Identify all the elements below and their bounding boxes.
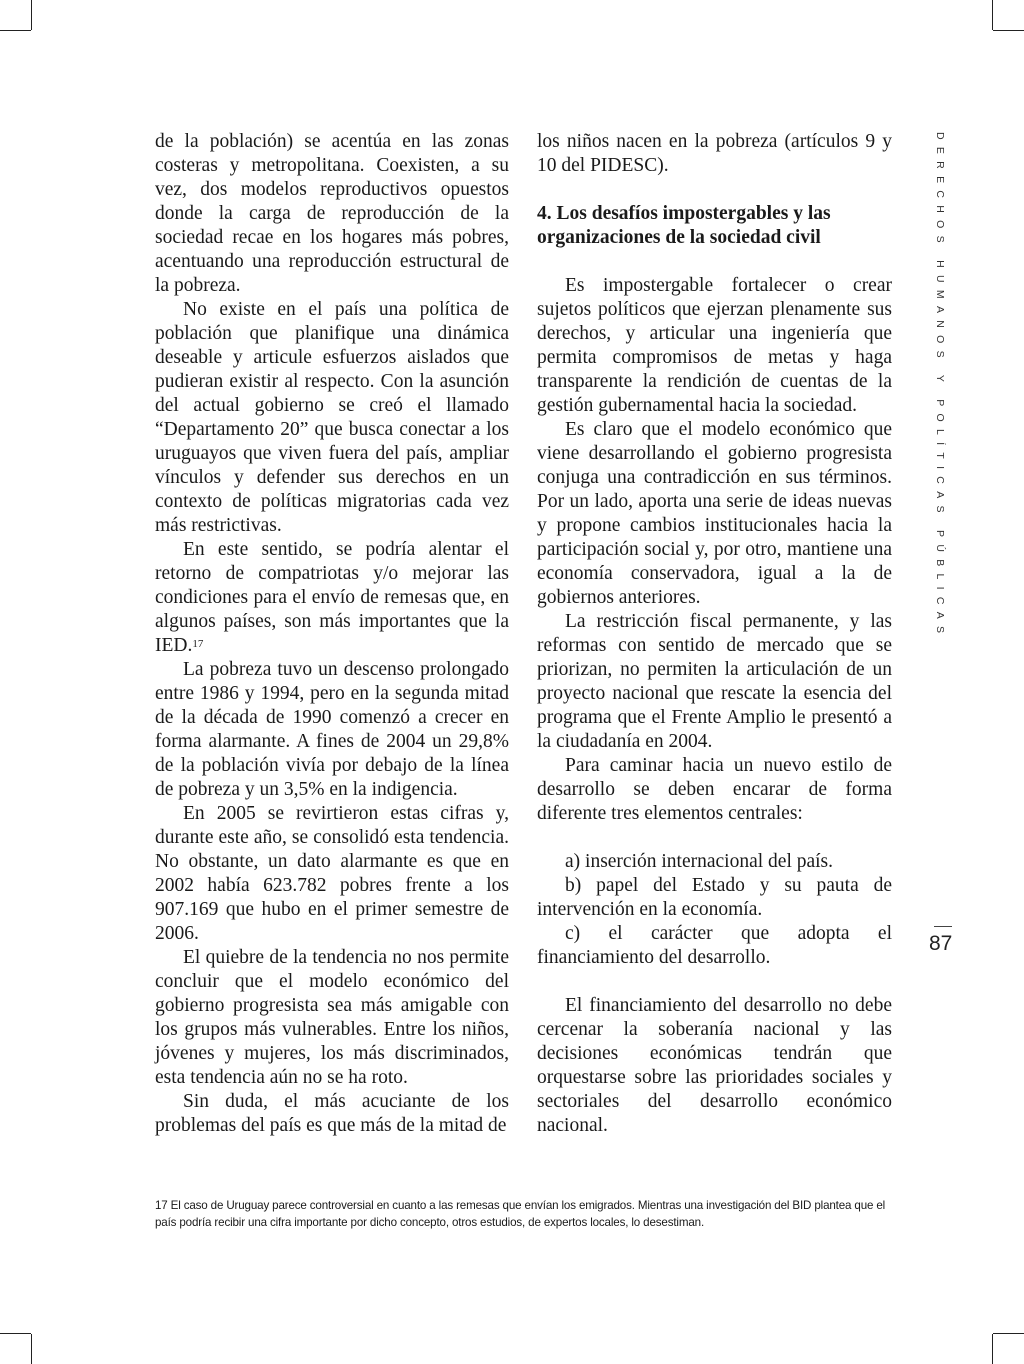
right-paragraph-1: los niños nacen en la pobreza (artículos 9 y 10 del PIDESC). (537, 131, 892, 176)
crop-mark-top-right-h (993, 30, 1024, 31)
crop-mark-top-right-v (992, 0, 993, 30)
left-paragraph-7: Sin duda, el más acuciante de los problemas del país es que más de la mitad de (155, 1091, 509, 1136)
left-paragraph-4: La pobreza tuvo un descenso prolongado entre 1986 y 1994, pero en la segunda mitad de la década de 1990 comenzó a crecer en forma alarmante. A fines de 2004 un 29,8% de la población vivía por debajo de la línea de pobreza y un 3,5% en la indigencia. (155, 659, 509, 800)
right-paragraph-2: Es impostergable fortalecer o crear sujetos políticos que ejerzan plenamente sus derechos, y articular una ingeniería que permita compromisos de metas y haga transparente la rendición de cuentas de la gestión gubernamental hacia la sociedad. (537, 275, 892, 416)
footnote-reference: 17 (192, 638, 204, 650)
crop-mark-bottom-left-v (31, 1334, 32, 1364)
right-paragraph-5: Para caminar hacia un nuevo estilo de desarrollo se deben encarar de forma diferente tres elementos centrales: (537, 755, 892, 824)
right-paragraph-3: Es claro que el modelo económico que viene desarrollando el gobierno progresista conjuga una contradicción en sus términos. Por un lado, aporta una serie de ideas nuevas y propone cambios institucionales hacia la participación social y, por otro, mantiene una economía conservadora, igual a la de gobiernos anteriores. (537, 419, 892, 608)
list-item-c: c) el carácter que adopta el financiamiento del desarrollo. (537, 923, 892, 968)
section-heading: 4. Los desafíos impostergables y las organizaciones de la sociedad civil (537, 203, 831, 248)
list-item-b: b) papel del Estado y su pauta de intervención en la economía. (537, 875, 892, 920)
crop-mark-bottom-left-h (0, 1333, 31, 1334)
crop-mark-bottom-right-h (993, 1333, 1024, 1334)
list-item-a: a) inserción internacional del país. (565, 851, 834, 872)
footnote-number: 17 (155, 1199, 168, 1212)
footnote (155, 1198, 905, 1231)
footnote-text: El caso de Uruguay parece controversial en cuanto a las remesas que envían los emigrados. Mientras una investigación del BID plantea que el país podría recibir una cifra importante por dicho concepto, otros estudios, de expertos locales, lo desestiman. (155, 1199, 886, 1229)
left-paragraph-1: de la población) se acentúa en las zonas costeras y metropolitana. Coexisten, a su vez, dos modelos reproductivos opuestos donde la carga de reproducción de la sociedad recae en los hogares más pobres, acentuando una reproducción estructural de la pobreza. (155, 131, 509, 296)
page-number: 87 (929, 932, 953, 955)
right-paragraph-6: El financiamiento del desarrollo no debe cercenar la soberanía nacional y las decisiones económicas tendrán que orquestarse sobre las prioridades sociales y sectoriales del desarrollo económico nacional. (537, 995, 892, 1136)
crop-mark-bottom-right-v (992, 1334, 993, 1364)
left-paragraph-6: El quiebre de la tendencia no nos permite concluir que el modelo económico del gobierno progresista sea más amigable con los grupos más vulnerables. Entre los niños, jóvenes y mujeres, los más discriminados, esta tendencia aún no se ha roto. (155, 947, 509, 1088)
right-column (537, 130, 892, 1138)
running-head: DERECHOS HUMANOS Y POLÍTICAS PÚBLICAS (934, 132, 946, 641)
crop-mark-top-left-h (0, 30, 31, 31)
left-paragraph-3-text: En este sentido, se podría alentar el retorno de compatriotas y/o mejorar las condiciones para el envío de remesas que, en algunos países, son más importantes que la IED. (155, 539, 509, 656)
left-paragraph-2: No existe en el país una política de población que planifique una dinámica deseable y articule esfuerzos aislados que pudieran existir al respecto. Con la asunción del actual gobierno se creó el llamado “Departamento 20” que busca conectar a los uruguayos que viven fuera del país, ampliar vínculos y defender sus derechos en un contexto de políticas migratorias cada vez más restrictivas. (155, 299, 509, 536)
page-number-rule (934, 926, 952, 927)
crop-mark-top-left-v (31, 0, 32, 30)
left-paragraph-5: En 2005 se revirtieron estas cifras y, durante este año, se consolidó esta tendencia. No obstante, un dato alarmante es que en 2002 había 623.782 pobres frente a los 907.169 que hubo en el primer semestre de 2006. (155, 803, 509, 944)
right-paragraph-4: La restricción fiscal permanente, y las reformas con sentido de mercado que se priorizan, no permiten la articulación de un proyecto nacional que rescate la esencia del programa que el Frente Amplio le presentó a la ciudadanía en 2004. (537, 611, 892, 752)
left-paragraph-3 (155, 538, 509, 658)
left-column (155, 130, 509, 1138)
